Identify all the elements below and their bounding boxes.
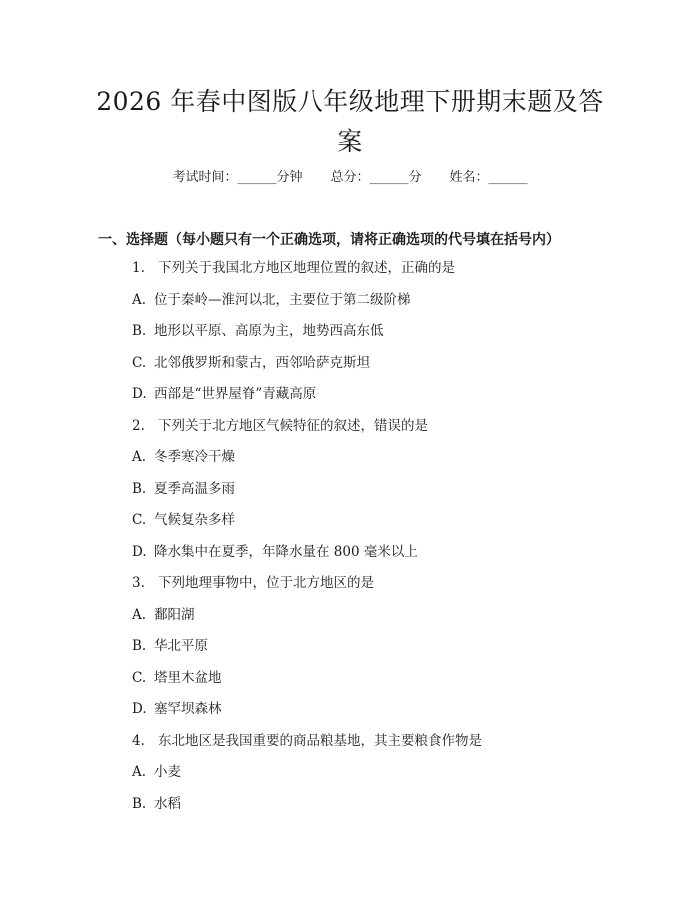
question-3 [132,572,652,604]
option-letter: A. [132,606,147,623]
option-letter: B. [132,795,147,812]
option-text: 北邻俄罗斯和蒙古，西邻哈萨克斯坦 [154,354,370,371]
option-text: 位于秦岭—淮河以北，主要位于第二级阶梯 [154,291,411,308]
document-title [60,82,640,162]
option-3d [132,698,652,730]
option-3c [132,667,652,699]
option-letter: B. [132,638,147,654]
option-text: 华北平原 [154,638,208,654]
option-letter: A. [132,291,147,308]
option-text: 冬季寒冷干燥 [154,449,235,465]
question-list [132,257,652,824]
option-text: 小麦 [154,764,181,780]
score-blank: ______ [369,170,409,185]
name-blank: ______ [488,170,528,185]
option-3a [132,604,652,636]
option-3b [132,635,652,667]
option-letter: D. [132,543,147,560]
question-number: 3. [132,575,145,591]
question-2 [132,415,652,447]
option-2a [132,446,652,478]
title-line-1: 2026 年春中图版八年级地理下册期末题及答 [96,87,604,116]
title-line-2: 案 [337,127,363,156]
option-1c [132,352,652,384]
option-letter: A. [132,449,147,465]
option-2b [132,478,652,510]
option-4b [132,793,652,825]
name-label: 姓名： [449,170,489,185]
option-letter: B. [132,323,147,339]
exam-meta [0,168,700,188]
question-text: 下列地理事物中，位于北方地区的是 [158,575,374,591]
option-text: 西部是“世界屋脊”青藏高原 [154,386,317,402]
question-number: 1. [132,260,145,276]
option-letter: C. [132,354,147,371]
option-1a [132,289,652,321]
question-number: 2. [132,417,145,434]
question-number: 4. [132,732,145,749]
option-4a [132,761,652,793]
section-heading: 一、选择题（每小题只有一个正确选项，请将正确选项的代号填在括号内） [98,232,560,248]
option-text: 鄱阳湖 [154,606,195,623]
option-letter: C. [132,512,147,528]
option-letter: D. [132,386,147,402]
option-text: 气候复杂多样 [154,512,235,528]
option-1b [132,320,652,352]
option-letter: B. [132,480,147,497]
score-unit: 分 [408,170,422,185]
option-text: 水稻 [154,795,181,812]
time-blank: ______ [237,170,277,185]
question-4 [132,730,652,762]
time-label: 考试时间： [172,170,238,185]
option-letter: D. [132,701,147,717]
question-text: 东北地区是我国重要的商品粮基地，其主要粮食作物是 [158,732,482,749]
option-text: 夏季高温多雨 [154,480,235,497]
score-label: 总分： [330,170,370,185]
question-1 [132,257,652,289]
time-unit: 分钟 [276,170,303,185]
option-2c [132,509,652,541]
question-text: 下列关于北方地区气候特征的叙述，错误的是 [158,417,428,434]
option-text: 地形以平原、高原为主，地势西高东低 [154,323,384,339]
option-letter: C. [132,669,147,686]
option-text: 塔里木盆地 [154,669,222,686]
option-1d [132,383,652,415]
option-2d [132,541,652,573]
option-text: 塞罕坝森林 [154,701,222,717]
option-letter: A. [132,764,147,780]
option-text: 降水集中在夏季，年降水量在 800 毫米以上 [154,543,418,560]
question-text: 下列关于我国北方地区地理位置的叙述，正确的是 [158,260,455,276]
